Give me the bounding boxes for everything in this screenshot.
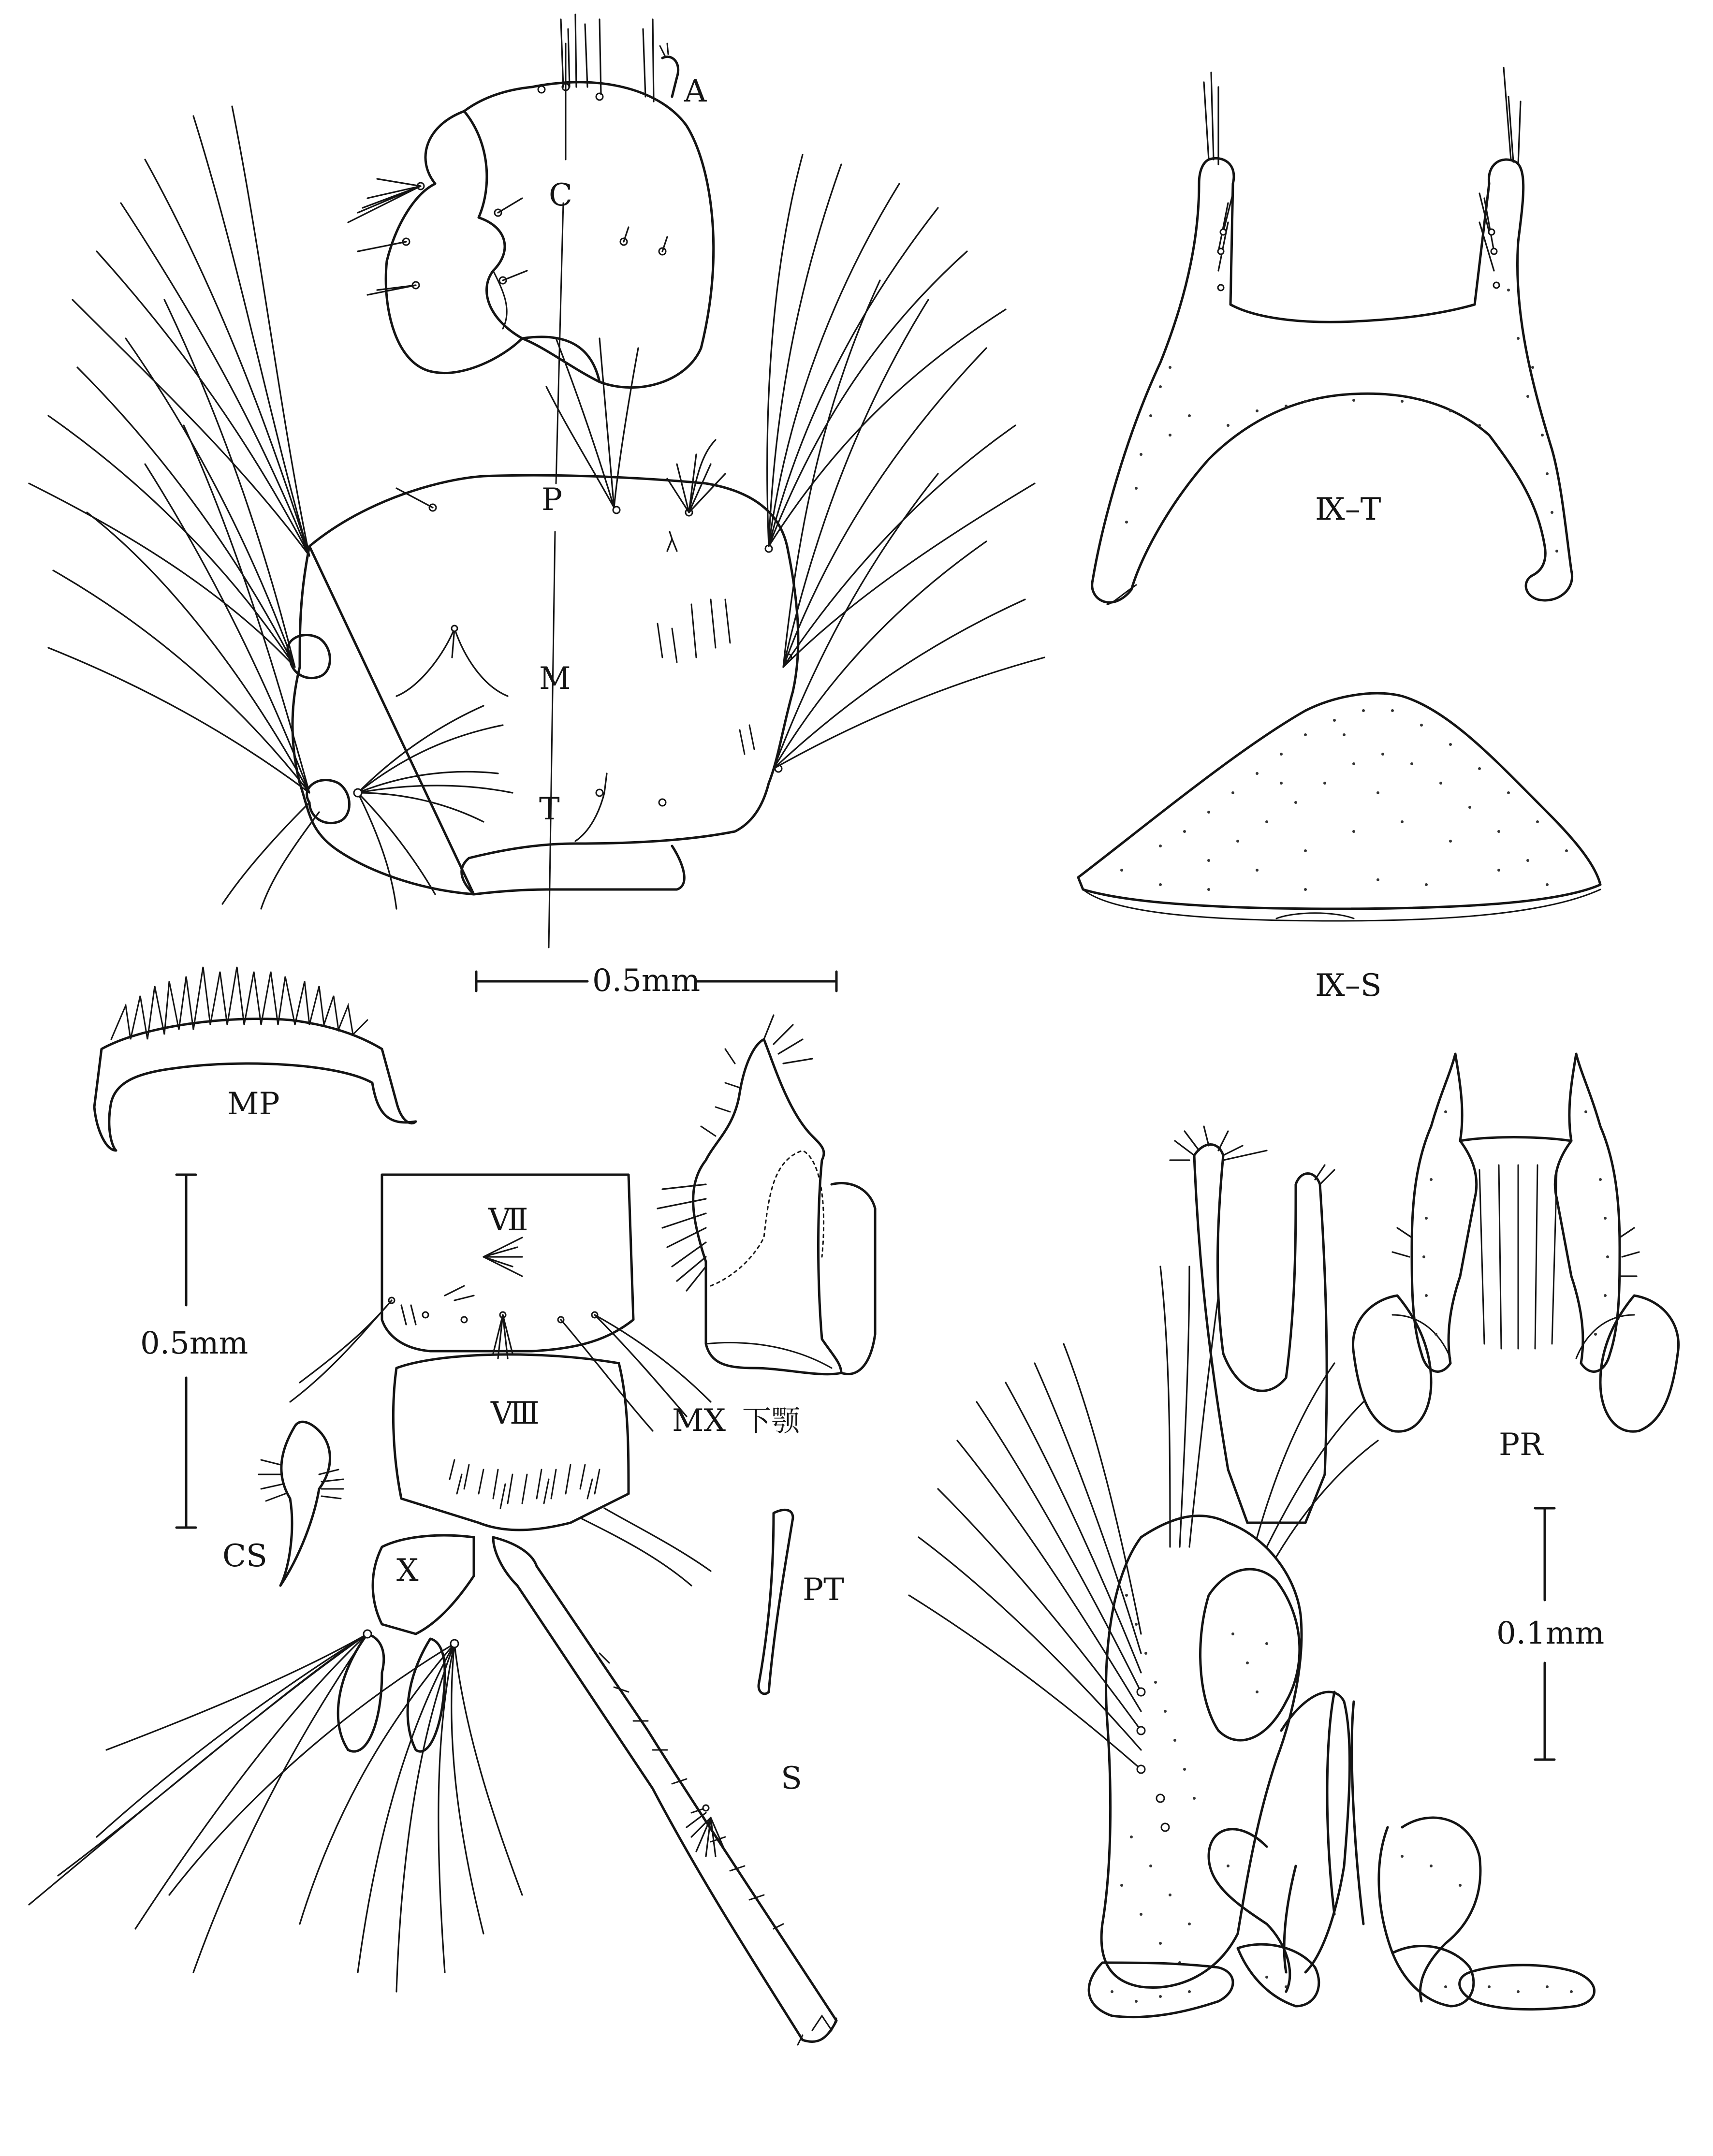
male-genitalia <box>909 1054 1679 2017</box>
mouth-plate <box>94 967 416 1151</box>
segment-x <box>373 1535 474 1634</box>
label-sternite-ix: Ⅸ–S <box>1315 968 1382 1004</box>
maxilla <box>658 1015 875 1439</box>
label-antenna: A <box>684 73 707 109</box>
scale-bar-terminal <box>140 1175 248 1528</box>
label-pecten-tooth: PT <box>803 1572 844 1608</box>
label-segment-vii: Ⅶ <box>488 1202 528 1238</box>
label-maxilla-cn: 下颚 <box>742 1404 800 1438</box>
center-thoracic-setae <box>354 338 716 909</box>
label-comb-scale: CS <box>222 1538 267 1574</box>
larva-terminal-segments <box>29 1175 844 2045</box>
label-tergite-ix: Ⅸ–T <box>1315 492 1381 527</box>
svg-text:0.5mm: 0.5mm <box>140 1326 249 1361</box>
tergite-ix <box>1092 68 1572 604</box>
label-prothorax: P <box>542 482 563 518</box>
comb-scales-row <box>450 1460 600 1508</box>
larva-antenna <box>662 57 678 97</box>
segment-viii <box>393 1355 629 1530</box>
proctiger <box>1353 1054 1678 1463</box>
right-pleural-setae <box>767 155 1044 769</box>
label-proctiger: PR <box>1499 1427 1543 1463</box>
scale-bar-genitalia <box>1496 1508 1604 1760</box>
comb-scale-detail <box>222 1422 343 1586</box>
ventral-brush <box>29 1630 522 1992</box>
label-siphon: S <box>781 1761 802 1796</box>
svg-text:0.1mm: 0.1mm <box>1496 1616 1605 1651</box>
label-segment-x: Ⅹ <box>396 1553 419 1588</box>
label-mouth-plate: MP <box>227 1086 280 1122</box>
larva-head <box>386 82 714 388</box>
label-mesothorax: M <box>539 661 571 697</box>
label-metathorax: T <box>539 791 560 827</box>
label-maxilla: MX <box>672 1403 726 1439</box>
left-pleural-setae <box>29 106 319 909</box>
label-segment-viii: Ⅷ <box>491 1396 540 1431</box>
larva-head-thorax <box>29 15 1044 999</box>
gonocoxite-setae <box>909 1267 1378 1831</box>
scale-bar-head-thorax <box>476 963 836 999</box>
head-setae <box>348 15 667 295</box>
sternite-ix <box>1078 693 1600 1004</box>
segment-vii <box>382 1175 633 1351</box>
svg-text:0.5mm: 0.5mm <box>592 963 701 999</box>
pecten-tooth-detail <box>759 1510 844 1693</box>
label-cranium: C <box>549 177 572 213</box>
